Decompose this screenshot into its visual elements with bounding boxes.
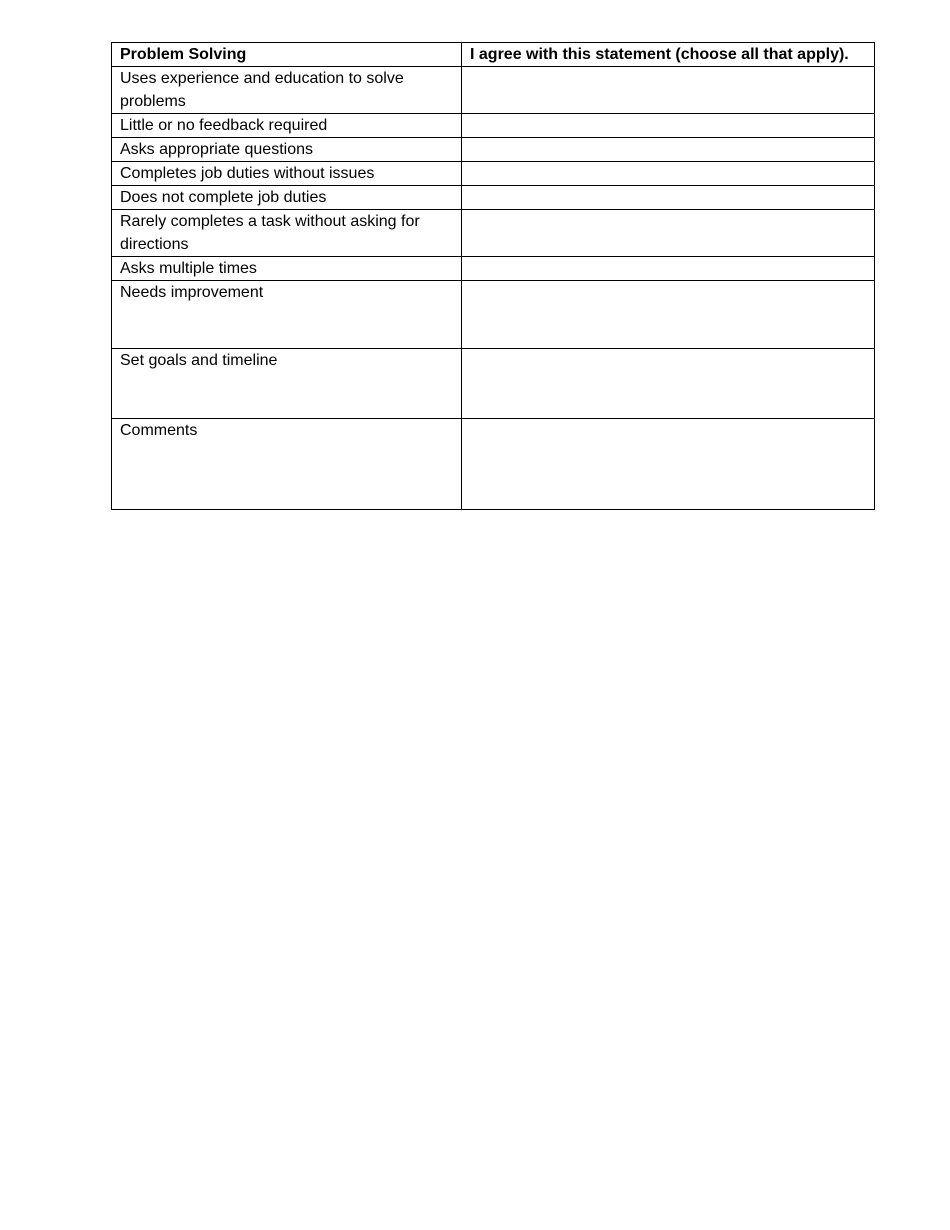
row-label: Comments: [112, 419, 462, 510]
header-problem-solving: Problem Solving: [112, 43, 462, 67]
row-label: Rarely completes a task without asking for directions: [112, 210, 462, 257]
table-row: [112, 114, 875, 138]
row-label: Uses experience and education to solve problems: [112, 67, 462, 114]
response-cell[interactable]: [462, 138, 875, 162]
row-label: Completes job duties without issues: [112, 162, 462, 186]
table-row: [112, 162, 875, 186]
response-cell[interactable]: [462, 186, 875, 210]
problem-solving-table: [111, 42, 875, 510]
table-row: [112, 138, 875, 162]
response-cell[interactable]: [462, 114, 875, 138]
row-label: Little or no feedback required: [112, 114, 462, 138]
table-row: [112, 210, 875, 257]
response-cell[interactable]: [462, 257, 875, 281]
response-cell[interactable]: [462, 162, 875, 186]
response-cell[interactable]: [462, 281, 875, 349]
row-label: Set goals and timeline: [112, 349, 462, 419]
response-cell[interactable]: [462, 210, 875, 257]
response-cell[interactable]: [462, 349, 875, 419]
table-row: [112, 186, 875, 210]
table-row: [112, 281, 875, 349]
table-header-row: [112, 43, 875, 67]
comments-cell[interactable]: [462, 419, 875, 510]
table-row: [112, 257, 875, 281]
row-label: Needs improvement: [112, 281, 462, 349]
table-row: [112, 67, 875, 114]
response-cell[interactable]: [462, 67, 875, 114]
table-row: [112, 419, 875, 510]
header-agreement: I agree with this statement (choose all that apply).: [462, 43, 875, 67]
row-label: Does not complete job duties: [112, 186, 462, 210]
table-row: [112, 349, 875, 419]
row-label: Asks multiple times: [112, 257, 462, 281]
row-label: Asks appropriate questions: [112, 138, 462, 162]
